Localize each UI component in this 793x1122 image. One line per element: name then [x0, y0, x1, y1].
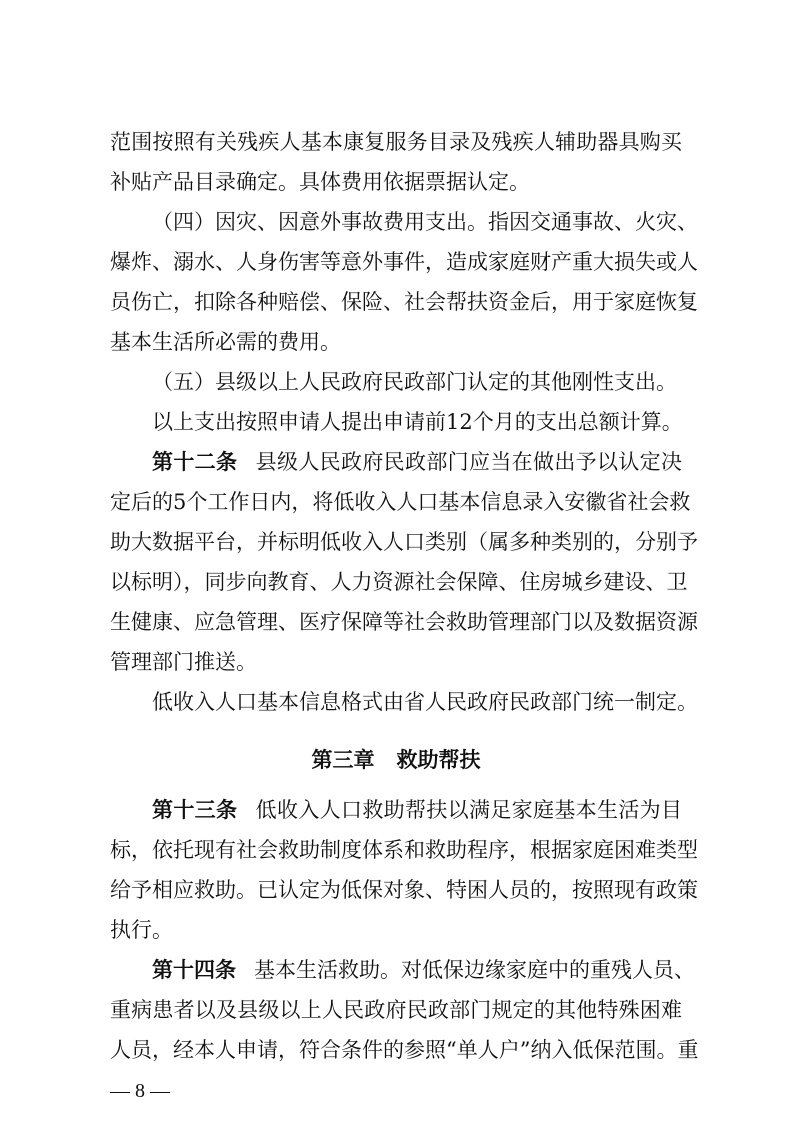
article-14-first-line	[152, 950, 695, 990]
page-number: — 8 —	[110, 1080, 170, 1102]
article-12-first-line	[152, 442, 682, 482]
text-line: 基本生活所必需的费用。	[110, 330, 341, 354]
text-line: 以标明），同步向教育、人力资源社会保障、住房城乡建设、卫	[110, 570, 688, 594]
article-heading: 第十四条	[152, 958, 236, 982]
text-line: 生健康、应急管理、医疗保障等社会救助管理部门以及数据资源	[110, 610, 698, 634]
text-line: 以上支出按照申请人提出申请前12个月的支出总额计算。	[152, 410, 683, 434]
article-heading: 第十三条	[152, 798, 238, 822]
text-line: 基本生活救助。对低保边缘家庭中的重残人员、	[254, 958, 695, 982]
text-line: 补贴产品目录确定。具体费用依据票据认定。	[110, 170, 530, 194]
text-line: 执行。	[110, 918, 173, 942]
text-line: （五）县级以上人民政府民政部门认定的其他刚性支出。	[152, 370, 677, 394]
text-line: 县级人民政府民政部门应当在做出予以认定决	[255, 450, 683, 474]
text-line: 给予相应救助。已认定为低保对象、特困人员的，按照现有政策	[110, 878, 698, 902]
text-line: 员伤亡，扣除各种赔偿、保险、社会帮扶资金后，用于家庭恢复	[110, 290, 698, 314]
text-line: 重病患者以及县级以上人民政府民政部门规定的其他特殊困难	[110, 998, 682, 1022]
text-line: 定后的5个工作日内，将低收入人口基本信息录入安徽省社会救	[110, 490, 691, 514]
text-line: 人员，经本人申请，符合条件的参照“单人户”纳入低保范围。重	[110, 1038, 699, 1062]
text-line: 范围按照有关残疾人基本康复服务目录及残疾人辅助器具购买	[110, 130, 682, 154]
chapter-heading	[110, 740, 682, 780]
text-line: 助大数据平台，并标明低收入人口类别（属多种类别的，分别予	[110, 530, 698, 554]
text-line: 管理部门推送。	[110, 650, 257, 674]
text-line: 低收入人口救助帮扶以满足家庭基本生活为目	[255, 798, 683, 822]
text-line: 爆炸、溺水、人身伤害等意外事件，造成家庭财产重大损失或人	[110, 250, 698, 274]
text-line: 标，依托现有社会救助制度体系和救助程序，根据家庭困难类型	[110, 838, 698, 862]
text-line: （四）因灾、因意外事故费用支出。指因交通事故、火灾、	[152, 210, 698, 234]
article-13-first-line	[152, 790, 682, 830]
text-line: 低收入人口基本信息格式由省人民政府民政部门统一制定。	[152, 690, 698, 714]
article-heading: 第十二条	[152, 450, 238, 474]
chapter-title: 救助帮扶	[396, 748, 481, 772]
chapter-number: 第三章	[311, 748, 375, 772]
